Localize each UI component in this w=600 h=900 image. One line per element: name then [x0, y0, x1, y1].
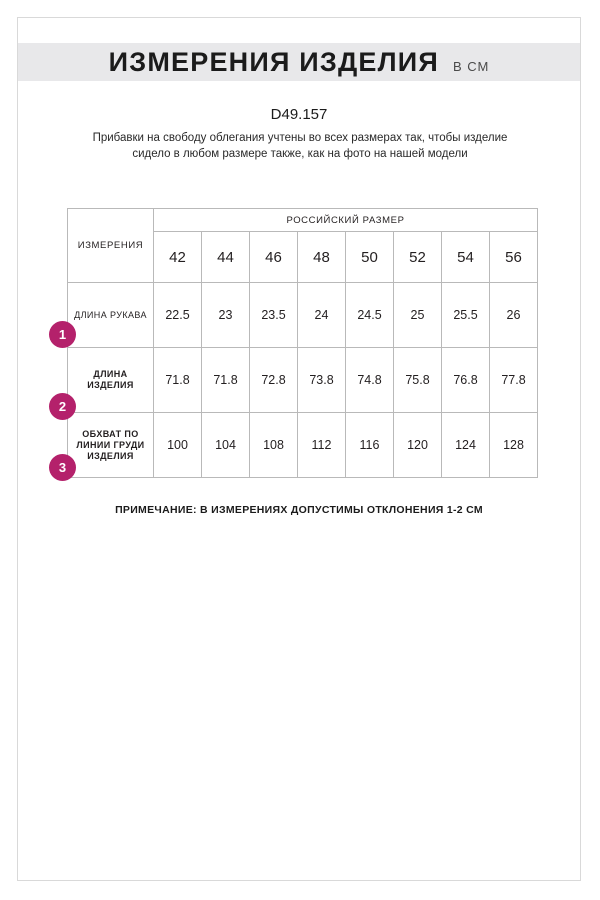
cell-value: 128 — [490, 413, 538, 478]
size-header-cell: 50 — [346, 232, 394, 283]
cell-value: 23.5 — [250, 283, 298, 348]
table-row — [68, 283, 538, 348]
row-label: ДЛИНА ИЗДЕЛИЯ — [68, 348, 154, 413]
cell-value: 71.8 — [202, 348, 250, 413]
size-header-cell: 44 — [202, 232, 250, 283]
cell-value: 116 — [346, 413, 394, 478]
size-header-cell: 46 — [250, 232, 298, 283]
cell-value: 100 — [154, 413, 202, 478]
table-row — [68, 413, 538, 478]
cell-value: 74.8 — [346, 348, 394, 413]
cell-value: 77.8 — [490, 348, 538, 413]
header — [18, 43, 580, 81]
size-header-cell: 56 — [490, 232, 538, 283]
cell-value: 73.8 — [298, 348, 346, 413]
row-label: ДЛИНА РУКАВА — [68, 283, 154, 348]
cell-value: 22.5 — [154, 283, 202, 348]
model-code: D49.157 — [270, 106, 328, 123]
size-header-cell: 52 — [394, 232, 442, 283]
cell-value: 104 — [202, 413, 250, 478]
size-header-cell: 48 — [298, 232, 346, 283]
unit-label: В СМ — [453, 58, 490, 74]
cell-value: 108 — [250, 413, 298, 478]
intro-text: Прибавки на свободу облегания учтены во всех размерах так, чтобы изделие сидело в любом размере также, как на фото на нашей модели — [92, 132, 508, 160]
cell-value: 23 — [202, 283, 250, 348]
table-row — [68, 348, 538, 413]
cell-value: 24.5 — [346, 283, 394, 348]
cell-value: 72.8 — [250, 348, 298, 413]
row-label: ОБХВАТ ПО ЛИНИИ ГРУДИ ИЗДЕЛИЯ — [68, 413, 154, 478]
note-text: ПРИМЕЧАНИЕ: В ИЗМЕРЕНИЯХ ДОПУСТИМЫ ОТКЛОНЕНИЯ 1-2 СМ — [115, 504, 483, 516]
row-number-badge-2: 2 — [49, 393, 76, 420]
table-header-region-row — [68, 209, 538, 232]
cell-value: 76.8 — [442, 348, 490, 413]
cell-value: 24 — [298, 283, 346, 348]
row-number-badge-1: 1 — [49, 321, 76, 348]
size-header-cell: 54 — [442, 232, 490, 283]
cell-value: 25 — [394, 283, 442, 348]
cell-value: 25.5 — [442, 283, 490, 348]
size-header-cell: 42 — [154, 232, 202, 283]
cell-value: 71.8 — [154, 348, 202, 413]
row-number-badge-3: 3 — [49, 454, 76, 481]
region-header: РОССИЙСКИЙ РАЗМЕР — [154, 209, 538, 232]
page-title: ИЗМЕРЕНИЯ ИЗДЕЛИЯ — [108, 46, 439, 77]
measurements-table — [67, 208, 538, 478]
cell-value: 75.8 — [394, 348, 442, 413]
cell-value: 26 — [490, 283, 538, 348]
cell-value: 120 — [394, 413, 442, 478]
measurement-sheet — [17, 17, 581, 881]
cell-value: 112 — [298, 413, 346, 478]
cell-value: 124 — [442, 413, 490, 478]
measurements-header: ИЗМЕРЕНИЯ — [68, 209, 154, 283]
